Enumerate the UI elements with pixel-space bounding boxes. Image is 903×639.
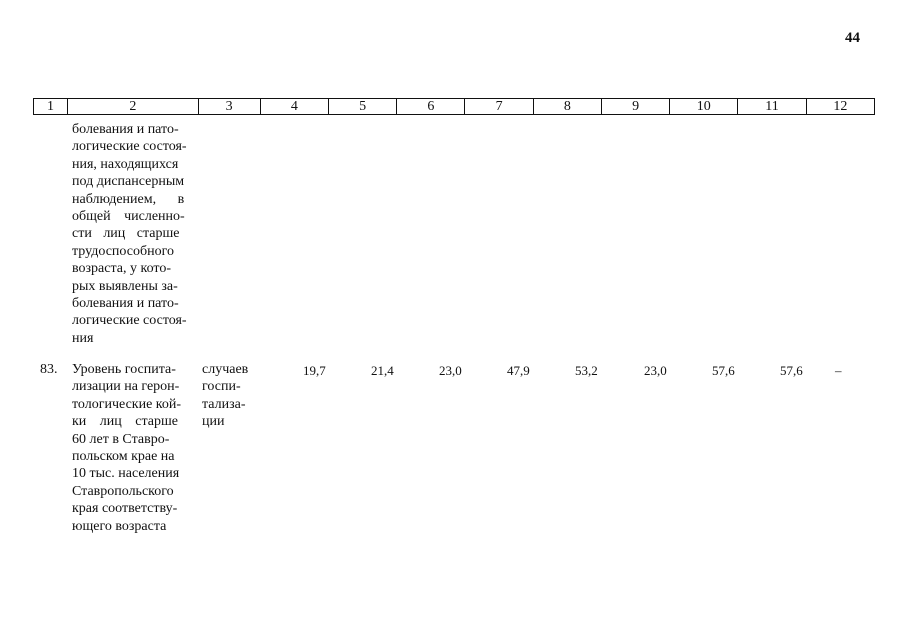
column-header-1: 1 bbox=[34, 99, 68, 115]
column-header-3: 3 bbox=[198, 99, 260, 115]
text-line: возраста, у кото- bbox=[72, 261, 171, 277]
column-header-7: 7 bbox=[465, 99, 533, 115]
text-line: рых выявлены за- bbox=[72, 278, 178, 294]
text-line: наблюдением, в bbox=[72, 191, 185, 207]
text-line: болевания и пато- bbox=[72, 296, 179, 312]
text-line: 60 лет в Ставро- bbox=[72, 431, 170, 447]
continuation-indicator-text bbox=[72, 121, 197, 347]
page-number: 44 bbox=[845, 30, 860, 46]
column-header-9: 9 bbox=[601, 99, 669, 115]
text-line: Уровень госпита- bbox=[72, 362, 176, 377]
text-line: края соответству- bbox=[72, 501, 178, 517]
text-line: ния, находящихся bbox=[72, 156, 179, 172]
text-line: Ставропольского bbox=[72, 483, 174, 499]
column-header-6: 6 bbox=[397, 99, 465, 115]
text-line: сти лиц старше bbox=[72, 226, 180, 242]
row-unit bbox=[202, 361, 260, 431]
text-line: болевания и пато- bbox=[72, 122, 179, 137]
text-line: логические состоя- bbox=[72, 313, 187, 329]
value-col-9: 23,0 bbox=[644, 363, 667, 378]
text-line: общей численно- bbox=[72, 209, 185, 225]
column-header-8: 8 bbox=[533, 99, 601, 115]
text-line: под диспансерным bbox=[72, 174, 185, 190]
text-line: трудоспособного bbox=[72, 243, 174, 259]
text-line: тализа- bbox=[202, 396, 246, 412]
row-number: 83. bbox=[40, 362, 58, 377]
column-header-2: 2 bbox=[68, 99, 198, 115]
text-line: лизации на герон- bbox=[72, 379, 180, 395]
row-indicator-text bbox=[72, 361, 197, 535]
text-line: ции bbox=[202, 414, 225, 430]
value-col-12: – bbox=[835, 363, 842, 378]
value-col-7: 47,9 bbox=[507, 363, 530, 378]
column-header-10: 10 bbox=[670, 99, 738, 115]
column-header-11: 11 bbox=[738, 99, 806, 115]
column-header-4: 4 bbox=[260, 99, 328, 115]
column-header-5: 5 bbox=[329, 99, 397, 115]
text-line: логические состоя- bbox=[72, 139, 187, 155]
text-line: ния bbox=[72, 330, 94, 346]
text-line: тологические кой- bbox=[72, 396, 182, 412]
value-col-6: 23,0 bbox=[439, 363, 462, 378]
value-col-8: 53,2 bbox=[575, 363, 598, 378]
value-col-11: 57,6 bbox=[780, 363, 803, 378]
value-col-10: 57,6 bbox=[712, 363, 735, 378]
text-line: госпи- bbox=[202, 379, 241, 395]
text-line: 10 тыс. населения bbox=[72, 466, 180, 482]
text-line: ющего возраста bbox=[72, 518, 167, 534]
value-col-4: 19,7 bbox=[303, 363, 326, 378]
text-line: польском крае на bbox=[72, 449, 175, 465]
value-col-5: 21,4 bbox=[371, 363, 394, 378]
text-line: ки лиц старше bbox=[72, 414, 178, 430]
column-header-row bbox=[33, 98, 875, 115]
text-line: случаев bbox=[202, 362, 249, 377]
column-header-12: 12 bbox=[806, 99, 874, 115]
